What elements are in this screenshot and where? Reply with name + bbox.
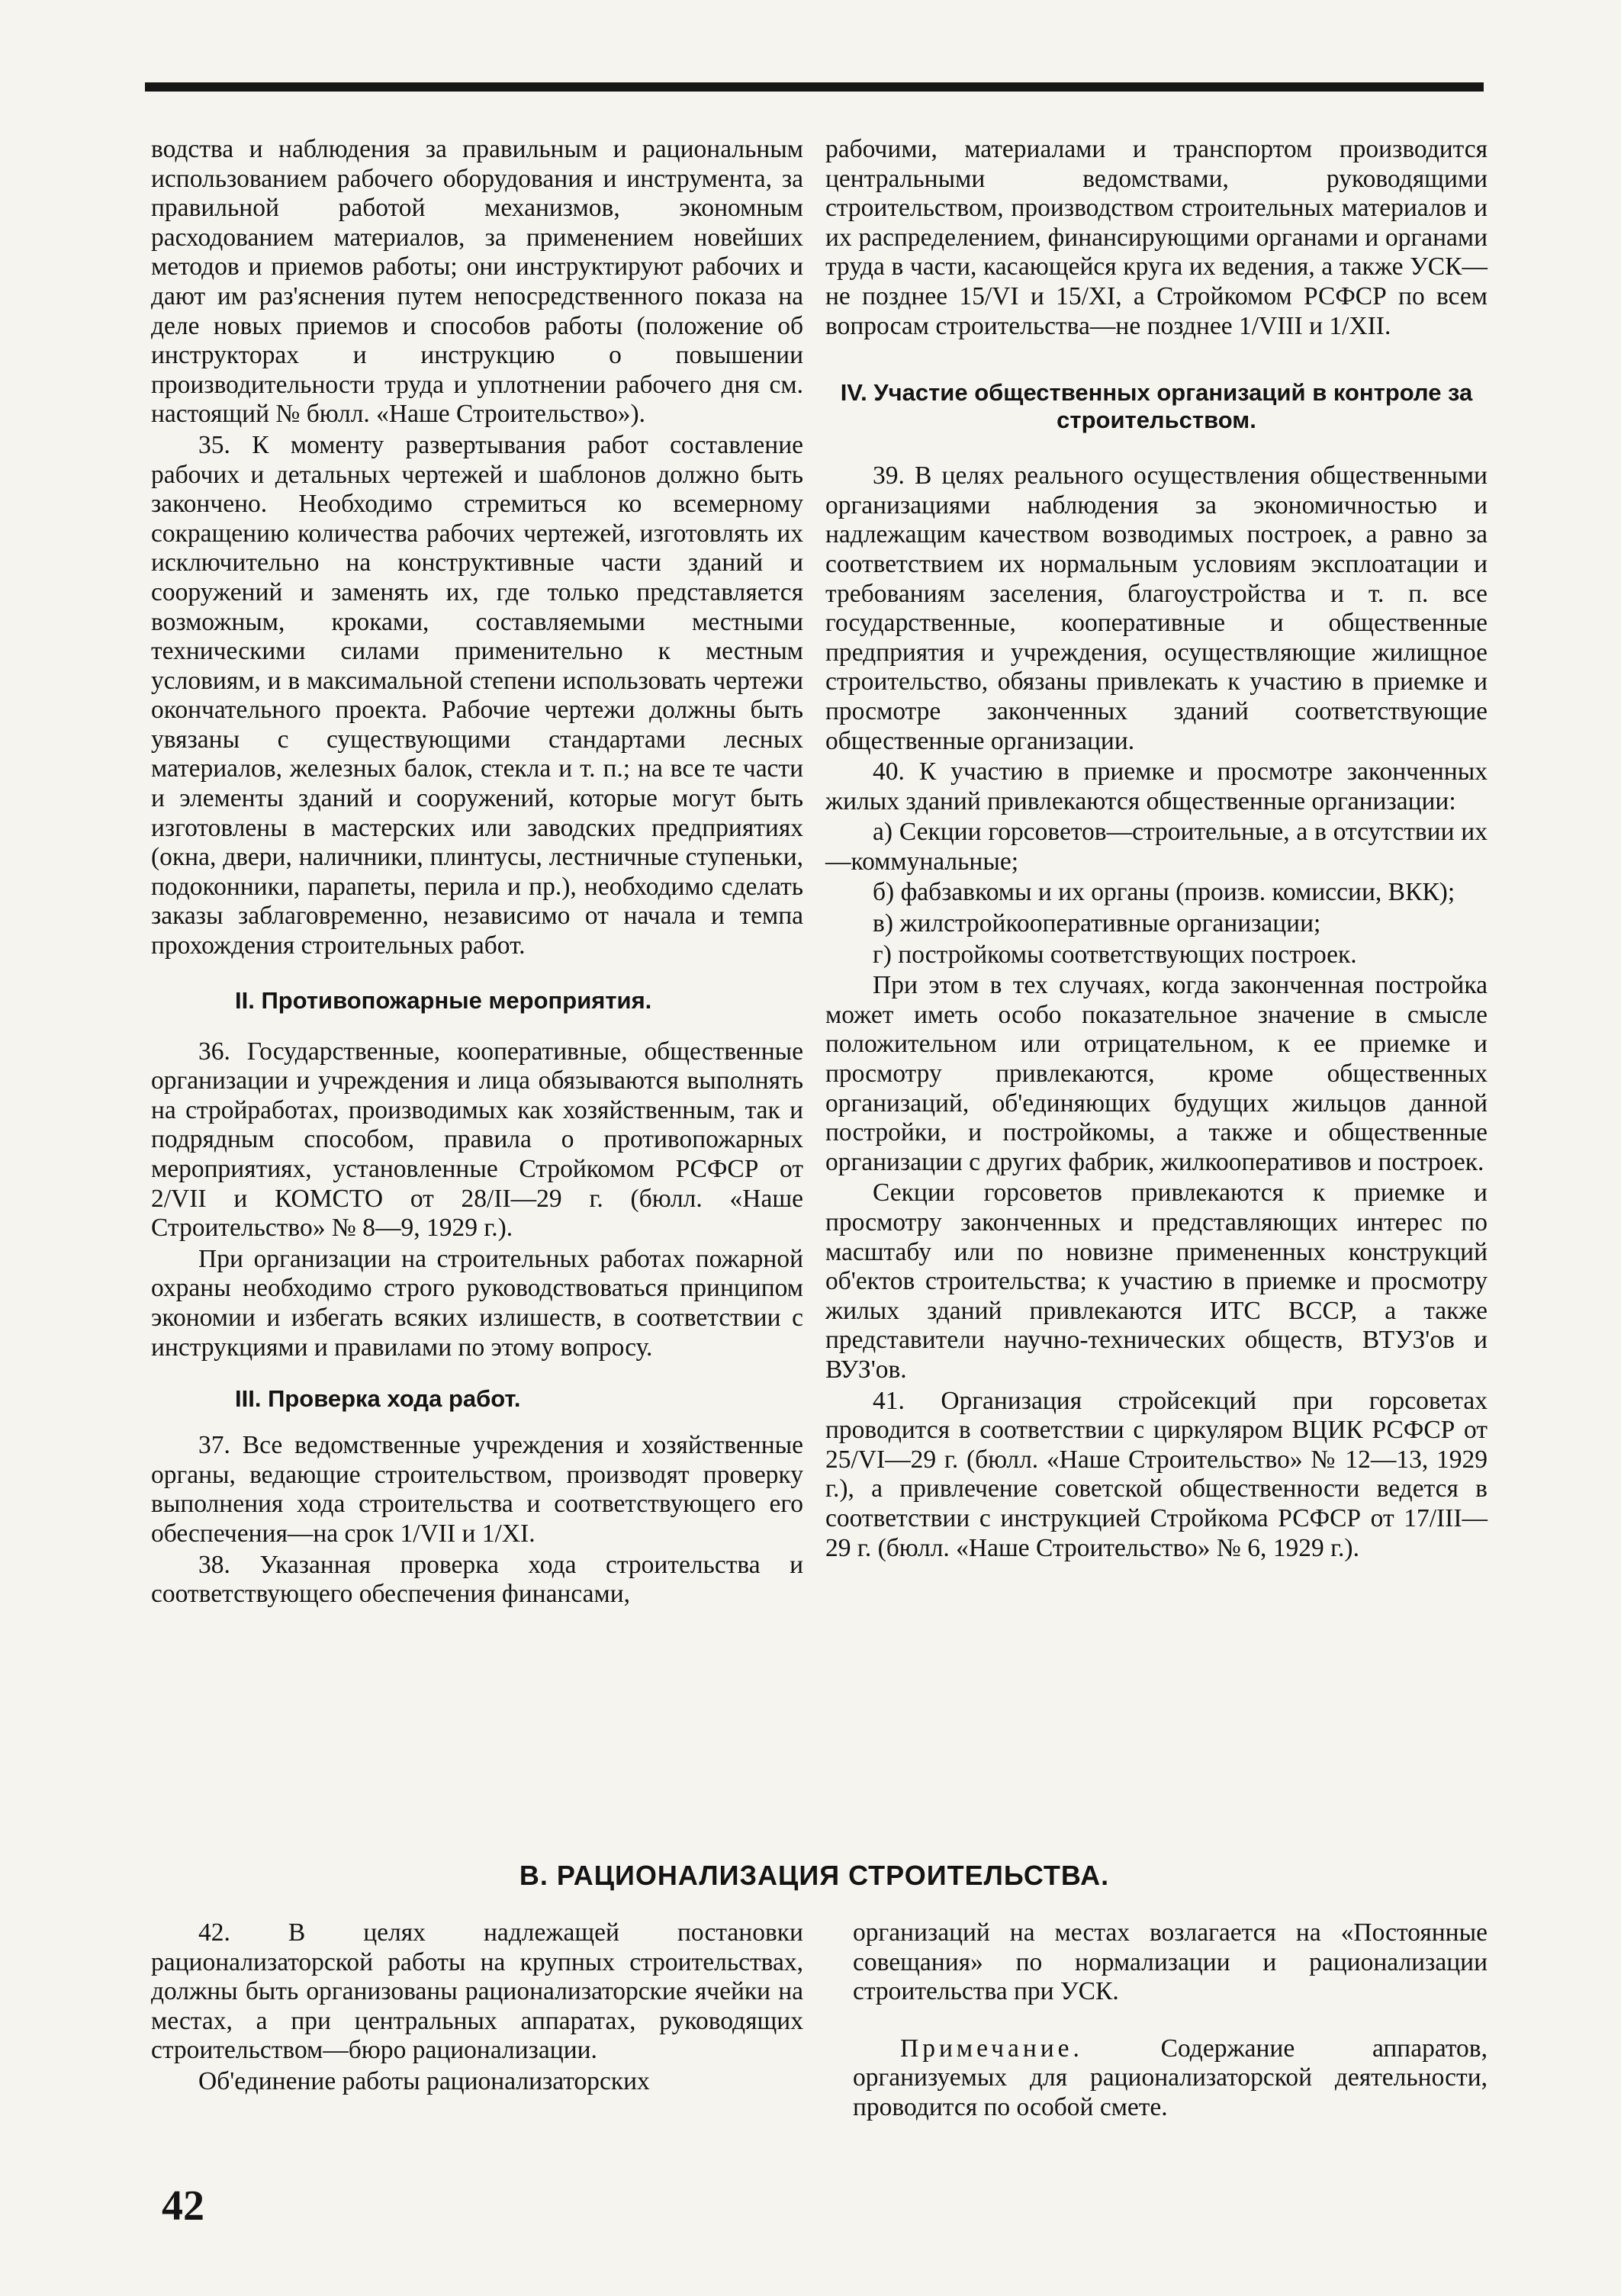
list-item-b: б) фабзавкомы и их органы (произв. комиссии, ВКК);	[873, 878, 1455, 907]
paragraph-35: 35. К моменту развертывания работ составление рабочих и детальных чертежей и шаблонов должно быть закончено. Необходимо стремиться ко всемерному сокращению количества рабочих чертежей, изготовлять их исключительно на конструктивные части зданий и сооружений и заменять их, где только представляется возможным, кроками, составляемыми местными техническими силами применительно к местным условиям, и в максимальной степени использовать чертежи окончательного проекта. Рабочие чертежи должны быть увязаны с существующими стандартами лесных материалов, железных балок, стекла и т. п.; на все те части и элементы зданий и сооружений, которые могут быть изготовлены в мастерских или заводских предприятиях (окна, двери, наличники, плинтусы, лестничные ступеньки, подоконники, парапеты, перила и пр.), необходимо сделать заказы заблаговременно, независимо от начала и темпа прохождения строительных работ.	[151, 430, 803, 960]
list-item-d: г) постройкомы соответствующих построек.	[873, 940, 1357, 969]
top-rule	[145, 82, 1484, 92]
note-label: Примечание.	[900, 2034, 1083, 2063]
list-item-c: в) жилстройкооперативные организации;	[873, 909, 1321, 938]
paragraph-41: 41. Организация стройсекций при горсоветах проводится в соответствии с циркуляром ВЦИК РСФСР от 25/VI—29 г. (бюлл. «Наше Строительство» № 12—13, 1929 г.), а привлечение советской общественности ведется в соответствии с инструкцией Стройкома РСФСР от 17/III—29 г. (бюлл. «Наше Строительство» № 6, 1929 г.).	[825, 1386, 1488, 1562]
paragraph-39: 39. В целях реального осуществления общественными организациями наблюдения за экономичностью и надлежащим качеством возводимых построек, а равно за соответствием их нормальным условиям эксплоатации и требованиям заселения, благоустройства и т. п. все государственные, кооперативные и общественные предприятия и учреждения, осуществляющие жилищное строительство, обязаны привлекать к участию в приемке и просмотре законченных зданий соответствующие общественные организации.	[825, 461, 1488, 755]
section-heading-rationalization: В. РАЦИОНАЛИЗАЦИЯ СТРОИТЕЛЬСТВА.	[519, 1860, 1110, 1891]
list-item-a: а) Секции горсоветов—строительные, а в отсутствии их—коммунальные;	[825, 818, 1488, 876]
page-number: 42	[162, 2182, 204, 2230]
section-heading-public-control: IV. Участие общественных организаций в контроле за строительством.	[840, 379, 1473, 434]
section-heading-fire-safety: II. Противопожарные мероприятия.	[235, 986, 652, 1014]
paragraph-36: 36. Государственные, кооперативные, общественные организации и учреждения и лица обязываются выполнять на стройработах, производимых как хозяйственным, так и подрядным способом, правила о противопожарных мероприятиях, установленные Стройкомом РСФСР от 2/VII и КОМСТО от 28/II—29 г. (бюлл. «Наше Строительство» № 8—9, 1929 г.).	[151, 1037, 803, 1243]
paragraph-40: 40. К участию в приемке и просмотре законченных жилых зданий привлекаются общественные организации:	[825, 757, 1488, 815]
paragraph-42-continuation: организаций на местах возлагается на «Постоянные совещания» по нормализации и рационализации строительства при УСК.	[853, 1918, 1488, 2006]
paragraph-34-continuation: водства и наблюдения за правильным и рациональным использованием рабочего оборудования и инструмента, за правильной работой механизмов, экономным расходованием материалов, за применением новейших методов и приемов работы; они инструктируют рабочих и дают им раз'яснения путем непосредственного показа на деле новых приемов и способов работы (положение об инструкторах и инструкцию о повышении производительности труда и уплотнении рабочего дня см. настоящий № бюлл. «Наше Строительство»).	[151, 135, 803, 429]
bottom-right-column	[853, 1918, 1488, 2123]
bottom-left-column	[151, 1918, 803, 2097]
left-column	[151, 135, 803, 1609]
paragraph-38-continuation: рабочими, материалами и транспортом производится центральными ведомствами, руководящими строительством, производством строительных материалов и их распределением, финансирующими органами и органами труда в части, касающейся круга их ведения, а также УСК—не позднее 15/VI и 15/XI, а Стройкомом РСФСР по всем вопросам строительства—не позднее 1/VIII и 1/XII.	[825, 135, 1488, 340]
paragraph-42-unification: Об'единение работы рационализаторских	[198, 2066, 650, 2095]
note-text: Содержание аппаратов, организуемых для рационализаторской деятельности, проводится по особой смете.	[853, 2034, 1488, 2121]
right-column	[825, 135, 1488, 1563]
paragraph-36-fire-guard: При организации на строительных работах пожарной охраны необходимо строго руководствоваться принципом экономии и избегать всяких излишеств, в соответствии с инструкциями и правилами по этому вопросу.	[151, 1244, 803, 1362]
section-heading-progress-check: III. Проверка хода работ.	[235, 1385, 521, 1413]
note-paragraph	[853, 2034, 1488, 2123]
paragraph-42: 42. В целях надлежащей постановки рационализаторской работы на крупных строительствах, должны быть организованы рационализаторские ячейки на местах, а при центральных аппаратах, руководящих строительством—бюро рационализации.	[151, 1918, 803, 2065]
paragraph-37: 37. Все ведомственные учреждения и хозяйственные органы, ведающие строительством, производят проверку выполнения хода строительства и соответствующего его обеспечения—на срок 1/VII и 1/XI.	[151, 1431, 803, 1548]
paragraph-40-sections: Секции горсоветов привлекаются к приемке и просмотру законченных и представляющих интерес по масштабу или по новизне примененных конструкций об'ектов строительства; к участию в приемке и просмотру жилых зданий привлекаются ИТС ВСCP, а также представители научно-технических обществ, ВТУЗ'ов и ВУЗ'ов.	[825, 1179, 1488, 1384]
paragraph-40-showcase: При этом в тех случаях, когда законченная постройка может иметь особо показательное значение в смысле положительном или отрицательном, к ее приемке и просмотру привлекаются, кроме общественных организаций, об'единяющих будущих жильцов данной постройки, и постройкомы, а также и общественные организации с других фабрик, жилкооперативов и построек.	[825, 971, 1488, 1176]
paragraph-38: 38. Указанная проверка хода строительства и соответствующего обеспечения финансами,	[151, 1550, 803, 1609]
